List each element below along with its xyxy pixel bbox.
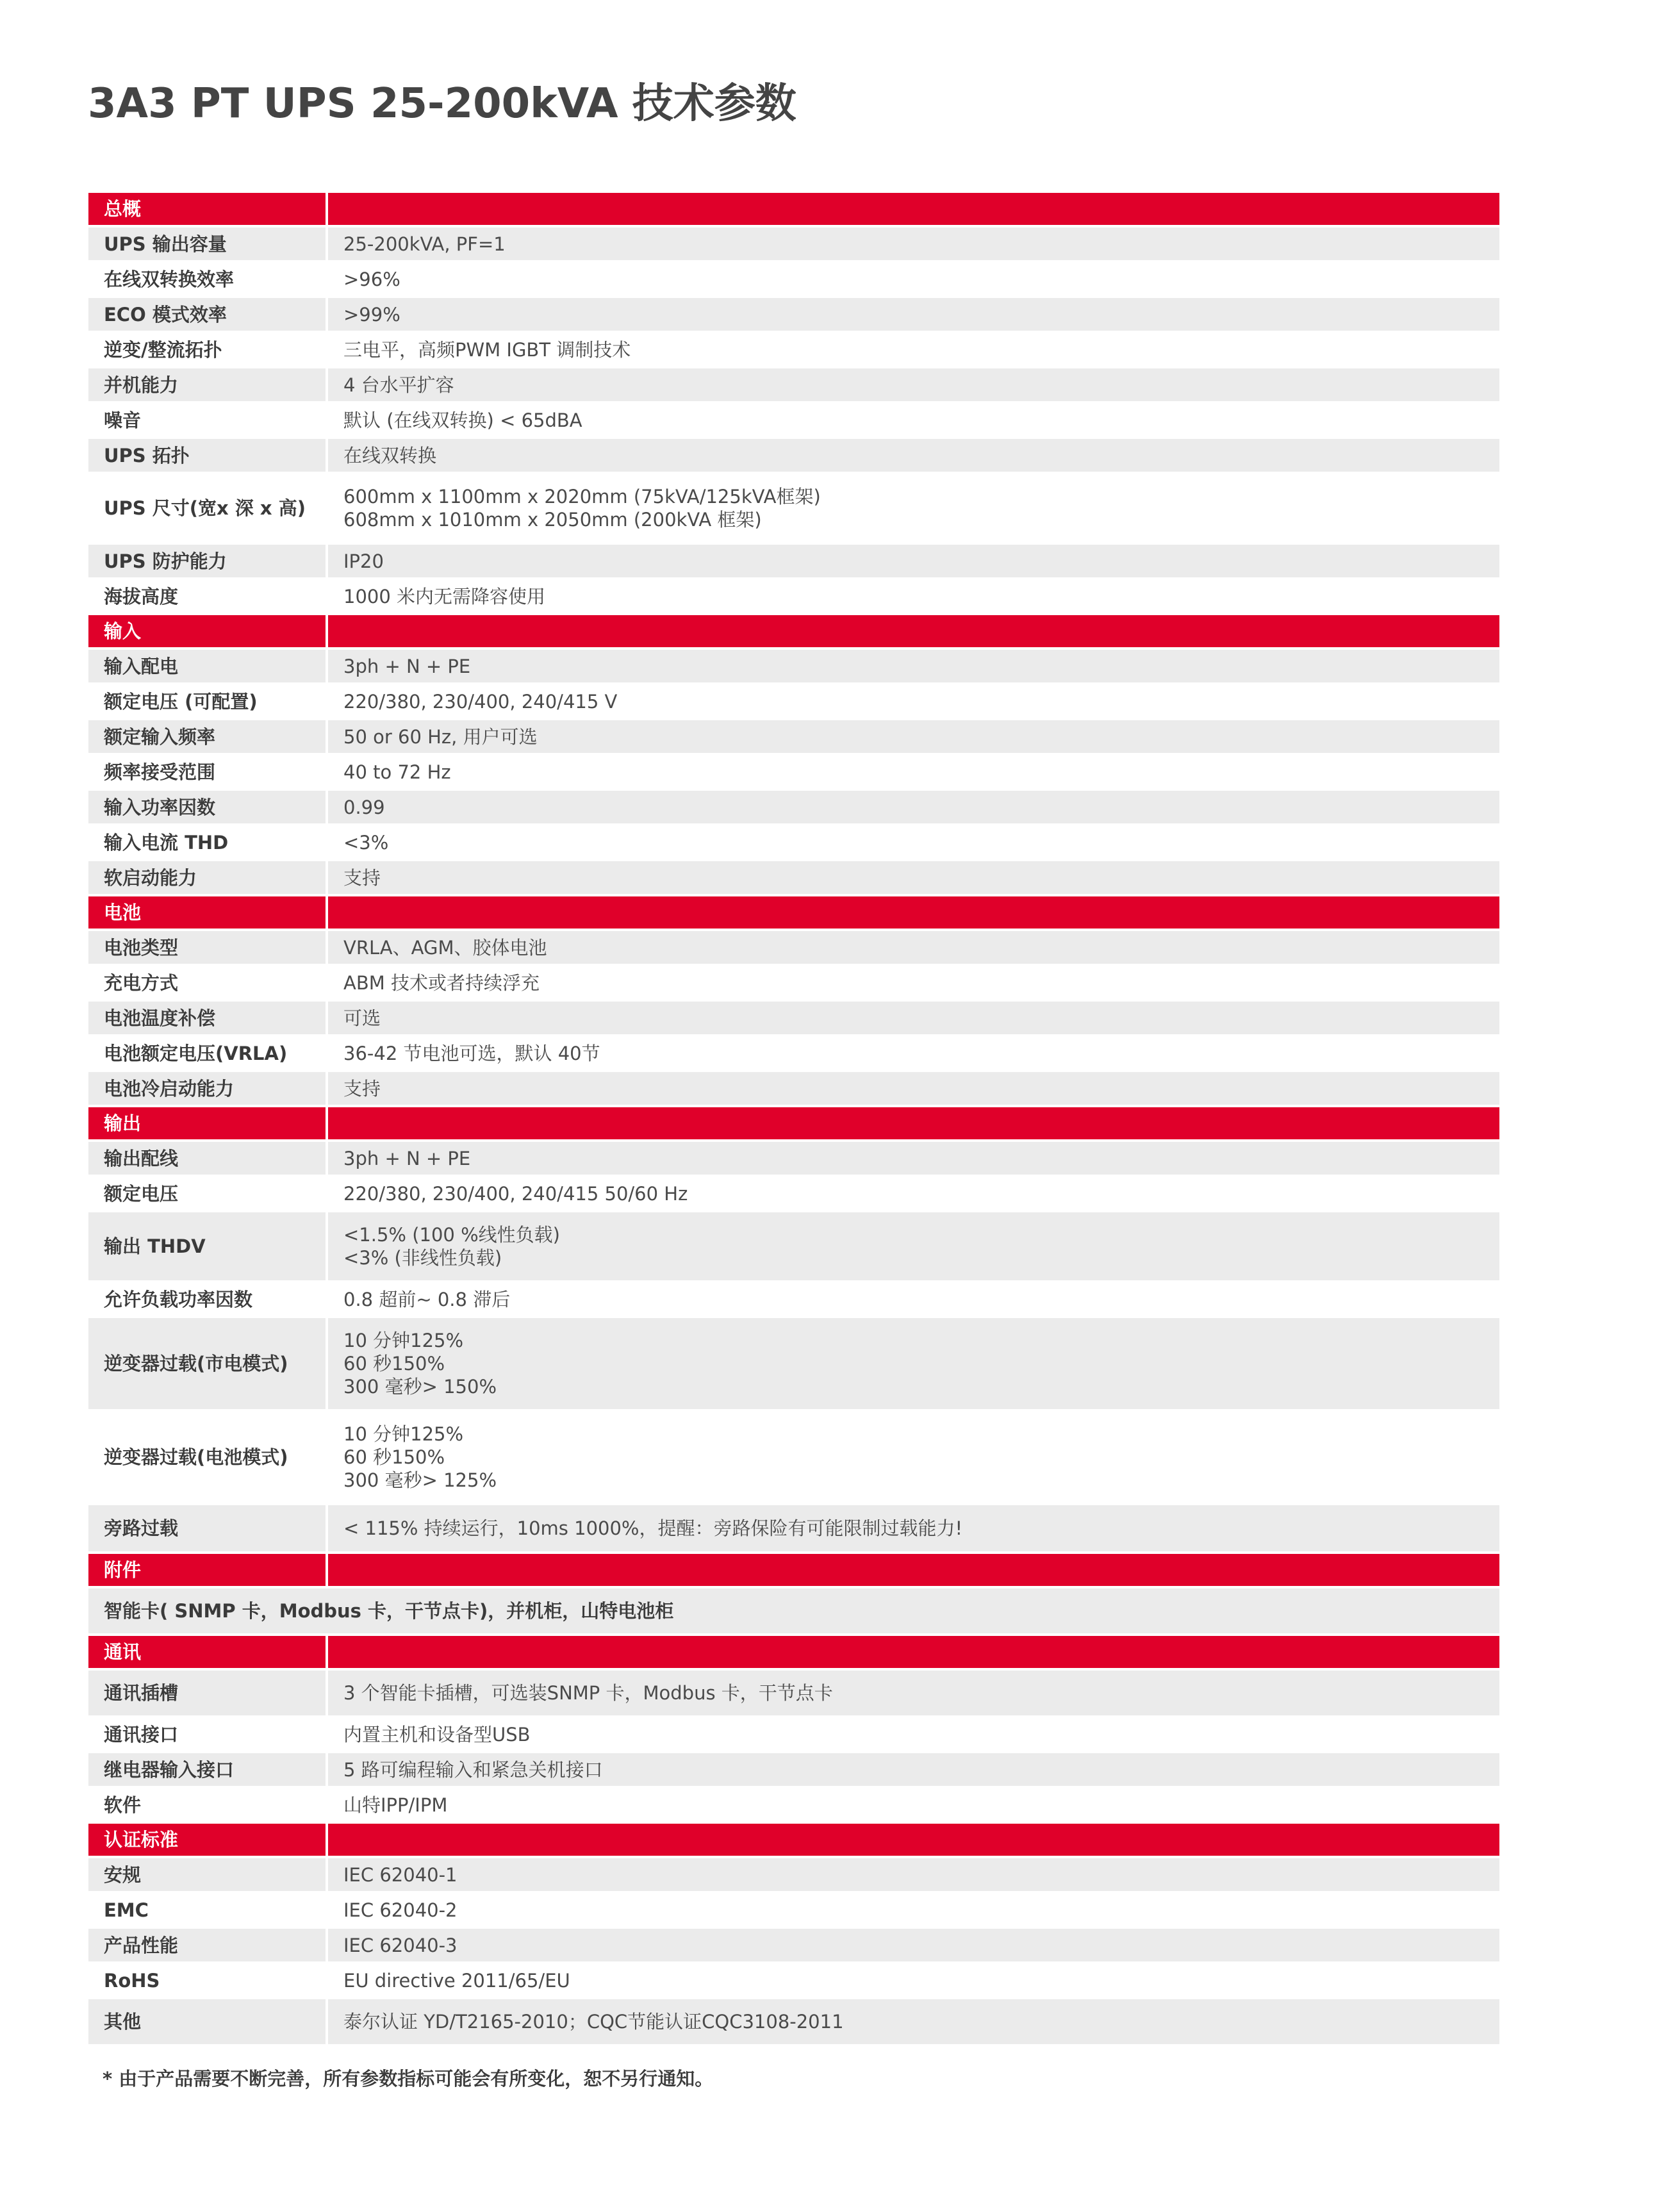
spec-label: UPS 输出容量: [88, 227, 326, 260]
spec-value: [328, 298, 1499, 331]
spec-value-line: 40 to 72 Hz: [343, 761, 451, 783]
table-row: [88, 474, 1499, 542]
spec-value-line: 1000 米内无需降容使用: [343, 585, 546, 607]
spec-label: 逆变器过载(市电模式): [88, 1318, 326, 1409]
spec-value: [328, 263, 1499, 295]
spec-value-line: IEC 62040-1: [343, 1863, 458, 1886]
spec-table: [88, 193, 1499, 2047]
section-bar: [328, 896, 1499, 929]
spec-value-line: 600mm x 1100mm x 2020mm (75kVA/125kVA框架): [343, 486, 821, 508]
spec-value-line: EU directive 2011/65/EU: [343, 1969, 570, 1992]
spec-value-line: < 115% 持续运行，10ms 1000%，提醒：旁路保险有可能限制过载能力!: [343, 1517, 963, 1539]
section-header: [88, 1107, 1499, 1139]
spec-value-line: 10 分钟125%: [343, 1330, 464, 1351]
table-row: [88, 861, 1499, 894]
spec-label: 输出 THDV: [88, 1212, 326, 1280]
spec-value-line: 60 秒150%: [343, 1353, 445, 1374]
section-header: [88, 1636, 1499, 1668]
spec-label: 逆变器过载(电池模式): [88, 1412, 326, 1503]
section-title: 输入: [88, 615, 326, 647]
section-bar: [328, 1554, 1499, 1586]
spec-label: ECO 模式效率: [88, 298, 326, 331]
table-row: [88, 1894, 1499, 1926]
table-row: [88, 1318, 1499, 1409]
table-row: [88, 1589, 1499, 1633]
spec-value: [328, 1072, 1499, 1105]
spec-label: 软启动能力: [88, 861, 326, 894]
section-title: 附件: [88, 1554, 326, 1586]
spec-value-line: 3 个智能卡插槽，可选装SNMP 卡，Modbus 卡，干节点卡: [343, 1682, 833, 1704]
spec-value: [328, 1718, 1499, 1751]
table-row: [88, 931, 1499, 964]
table-row: [88, 1037, 1499, 1069]
spec-value-line: <1.5% (100 %线性负载): [343, 1224, 560, 1246]
spec-value: [328, 1788, 1499, 1821]
spec-value: [328, 1858, 1499, 1891]
table-row: [88, 368, 1499, 401]
spec-value-line: 220/380, 230/400, 240/415 50/60 Hz: [343, 1182, 688, 1205]
spec-value-line: 50 or 60 Hz, 用户可选: [343, 725, 538, 748]
spec-label: 噪音: [88, 404, 326, 436]
spec-value: [328, 1412, 1499, 1503]
spec-value: [328, 1753, 1499, 1786]
spec-label: 输入配电: [88, 650, 326, 682]
table-row: [88, 1929, 1499, 1961]
spec-value: [328, 404, 1499, 436]
spec-label: 输入电流 THD: [88, 826, 326, 859]
spec-label: 充电方式: [88, 966, 326, 999]
spec-value: [328, 650, 1499, 682]
table-row: [88, 1212, 1499, 1280]
table-row: [88, 1671, 1499, 1715]
spec-value-line: 在线双转换: [343, 444, 437, 466]
table-row: [88, 298, 1499, 331]
spec-value-line: 3ph + N + PE: [343, 655, 471, 677]
spec-label: 输入功率因数: [88, 791, 326, 823]
section-title: 认证标准: [88, 1824, 326, 1856]
spec-value: [328, 931, 1499, 964]
spec-label: 额定电压 (可配置): [88, 685, 326, 718]
spec-value: [328, 1894, 1499, 1926]
spec-label: 其他: [88, 1999, 326, 2044]
table-row: [88, 791, 1499, 823]
spec-full-row: 智能卡( SNMP 卡，Modbus 卡，干节点卡)，并机柜，山特电池柜: [88, 1589, 1499, 1633]
spec-value-line: VRLA、AGM、胶体电池: [343, 936, 547, 959]
spec-value: [328, 333, 1499, 366]
spec-value: [328, 1142, 1499, 1175]
spec-label: 海拔高度: [88, 580, 326, 613]
spec-label: 逆变/整流拓扑: [88, 333, 326, 366]
spec-label: 电池冷启动能力: [88, 1072, 326, 1105]
spec-value-line: IEC 62040-2: [343, 1899, 458, 1921]
table-row: [88, 1964, 1499, 1997]
spec-label: 通讯插槽: [88, 1671, 326, 1715]
spec-value: [328, 474, 1499, 542]
spec-value-line: 25-200kVA, PF=1: [343, 233, 506, 255]
spec-value-line: 0.8 超前~ 0.8 滞后: [343, 1288, 511, 1310]
spec-value: [328, 1999, 1499, 2044]
spec-label: 通讯接口: [88, 1718, 326, 1751]
spec-value: [328, 368, 1499, 401]
spec-label: UPS 拓扑: [88, 439, 326, 472]
section-header: [88, 896, 1499, 929]
section-title: 电池: [88, 896, 326, 929]
spec-value-line: 内置主机和设备型USB: [343, 1723, 531, 1746]
table-row: [88, 1753, 1499, 1786]
spec-value-line: 220/380, 230/400, 240/415 V: [343, 690, 618, 713]
spec-value-line: <3% (非线性负载): [343, 1247, 502, 1269]
spec-label: 电池温度补偿: [88, 1002, 326, 1034]
section-bar: [328, 615, 1499, 647]
section-bar: [328, 1824, 1499, 1856]
table-row: [88, 826, 1499, 859]
table-row: [88, 227, 1499, 260]
spec-label: 输出配线: [88, 1142, 326, 1175]
table-row: [88, 580, 1499, 613]
spec-value: [328, 1505, 1499, 1551]
section-header: [88, 615, 1499, 647]
spec-value: [328, 861, 1499, 894]
section-title: 总概: [88, 193, 326, 225]
spec-label: 额定电压: [88, 1177, 326, 1210]
table-row: [88, 1788, 1499, 1821]
spec-value-line: 山特IPP/IPM: [343, 1794, 448, 1816]
table-row: [88, 650, 1499, 682]
table-row: [88, 1858, 1499, 1891]
spec-value-line: IP20: [343, 550, 384, 572]
table-row: [88, 1072, 1499, 1105]
spec-label: 电池额定电压(VRLA): [88, 1037, 326, 1069]
spec-value-line: 10 分钟125%: [343, 1423, 464, 1445]
spec-value-line: 0.99: [343, 796, 385, 818]
section-header: [88, 193, 1499, 225]
spec-value: [328, 545, 1499, 577]
spec-value: [328, 580, 1499, 613]
spec-value-line: 608mm x 1010mm x 2050mm (200kVA 框架): [343, 509, 762, 531]
spec-label: 并机能力: [88, 368, 326, 401]
section-title: 通讯: [88, 1636, 326, 1668]
table-row: [88, 1283, 1499, 1316]
spec-value: [328, 966, 1499, 999]
spec-label: 继电器输入接口: [88, 1753, 326, 1786]
spec-label: EMC: [88, 1894, 326, 1926]
table-row: [88, 1002, 1499, 1034]
spec-value: [328, 1177, 1499, 1210]
table-row: [88, 685, 1499, 718]
spec-value-line: 泰尔认证 YD/T2165-2010；CQC节能认证CQC3108-2011: [343, 2011, 844, 2033]
spec-value-line: 3ph + N + PE: [343, 1147, 471, 1169]
spec-value-line: 300 毫秒> 150%: [343, 1376, 497, 1398]
table-row: [88, 1505, 1499, 1551]
spec-value: [328, 720, 1499, 753]
spec-label: UPS 防护能力: [88, 545, 326, 577]
spec-value-line: 默认 (在线双转换) < 65dBA: [343, 409, 582, 431]
section-header: [88, 1824, 1499, 1856]
spec-value-line: 可选: [343, 1007, 381, 1029]
table-row: [88, 966, 1499, 999]
spec-value: [328, 1929, 1499, 1961]
spec-label: UPS 尺寸(宽x 深 x 高): [88, 474, 326, 542]
spec-value-line: 4 台水平扩容: [343, 374, 454, 396]
spec-value: [328, 1964, 1499, 1997]
section-bar: [328, 1636, 1499, 1668]
spec-value-line: IEC 62040-3: [343, 1934, 458, 1956]
table-row: [88, 263, 1499, 295]
spec-label: 产品性能: [88, 1929, 326, 1961]
spec-label: 频率接受范围: [88, 755, 326, 788]
section-title: 输出: [88, 1107, 326, 1139]
spec-value: [328, 227, 1499, 260]
spec-value-line: >96%: [343, 268, 400, 290]
spec-label: 允许负载功率因数: [88, 1283, 326, 1316]
section-bar: [328, 193, 1499, 225]
table-row: [88, 1718, 1499, 1751]
spec-label: 电池类型: [88, 931, 326, 964]
spec-value: [328, 1212, 1499, 1280]
spec-value-line: >99%: [343, 303, 400, 326]
spec-value: [328, 1671, 1499, 1715]
table-row: [88, 439, 1499, 472]
section-bar: [328, 1107, 1499, 1139]
spec-value-line: ABM 技术或者持续浮充: [343, 971, 540, 994]
spec-label: RoHS: [88, 1964, 326, 1997]
spec-value-line: 60 秒150%: [343, 1446, 445, 1468]
spec-value-line: 5 路可编程输入和紧急关机接口: [343, 1758, 603, 1781]
spec-value: [328, 826, 1499, 859]
spec-value: [328, 1318, 1499, 1409]
spec-value: [328, 1283, 1499, 1316]
table-row: [88, 1999, 1499, 2044]
spec-label: 在线双转换效率: [88, 263, 326, 295]
spec-value: [328, 1002, 1499, 1034]
spec-value-line: 三电平，高频PWM IGBT 调制技术: [343, 338, 631, 361]
spec-value: [328, 439, 1499, 472]
spec-label: 安规: [88, 1858, 326, 1891]
table-row: [88, 404, 1499, 436]
spec-value-line: 支持: [343, 866, 381, 889]
table-row: [88, 333, 1499, 366]
table-row: [88, 1177, 1499, 1210]
table-row: [88, 545, 1499, 577]
table-row: [88, 720, 1499, 753]
spec-value-line: 支持: [343, 1077, 381, 1100]
spec-label: 软件: [88, 1788, 326, 1821]
spec-value-line: <3%: [343, 831, 389, 854]
spec-value: [328, 685, 1499, 718]
spec-value: [328, 791, 1499, 823]
spec-value: [328, 1037, 1499, 1069]
spec-value-line: 300 毫秒> 125%: [343, 1469, 497, 1491]
table-row: [88, 755, 1499, 788]
spec-value-line: 36-42 节电池可选，默认 40节: [343, 1042, 600, 1064]
spec-label: 旁路过载: [88, 1505, 326, 1551]
spec-label: 额定输入频率: [88, 720, 326, 753]
table-row: [88, 1412, 1499, 1503]
table-row: [88, 1142, 1499, 1175]
spec-value: [328, 755, 1499, 788]
footnote: * 由于产品需要不断完善，所有参数指标可能会有所变化，恕不另行通知。: [103, 2068, 714, 2090]
page-title: 3A3 PT UPS 25-200kVA 技术参数: [88, 80, 796, 128]
section-header: [88, 1554, 1499, 1586]
